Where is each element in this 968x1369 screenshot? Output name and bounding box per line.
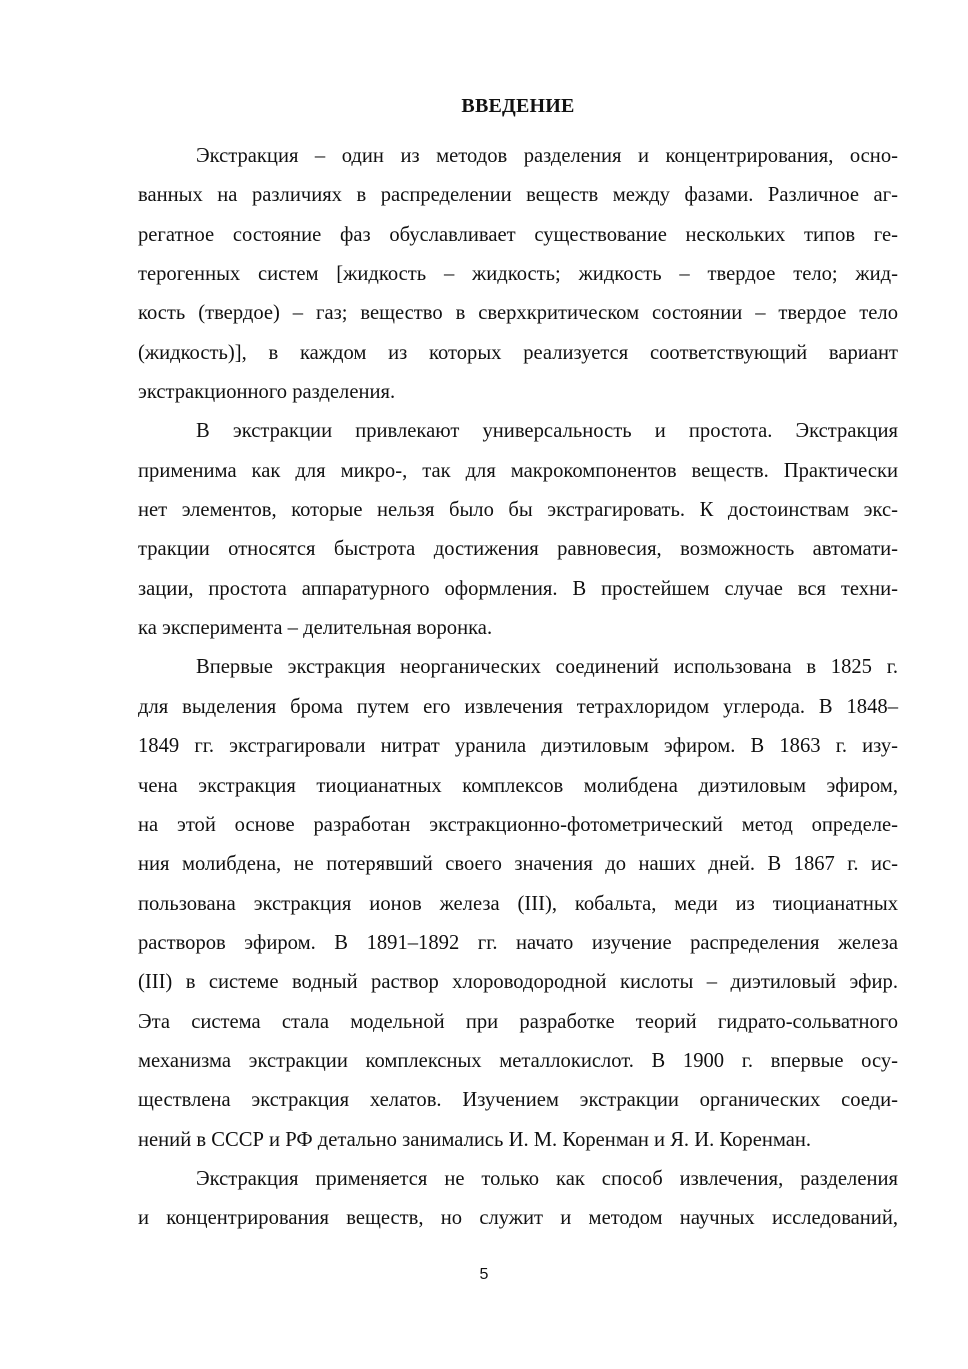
- paragraph-line: растворов эфиром. В 1891–1892 гг. начато изучение распределения железа: [138, 931, 898, 954]
- paragraph-line: Эта система стала модельной при разработке теорий гидрато-сольватного: [138, 1010, 898, 1033]
- paragraph-line: зации, простота аппаратурного оформления. В простейшем случае вся техни-: [138, 577, 898, 600]
- paragraph-line: и концентрирования веществ, но служит и методом научных исследований,: [138, 1207, 898, 1230]
- paragraph-line: 1849 гг. экстрагировали нитрат уранила диэтиловым эфиром. В 1863 г. изу-: [138, 735, 898, 758]
- paragraph-line: пользована экстракция ионов железа (III), кобальта, меди из тиоцианатных: [138, 892, 898, 915]
- paragraph-line: (III) в системе водный раствор хлороводородной кислоты – диэтиловый эфир.: [138, 971, 898, 994]
- paragraph-line: нений в СССР и РФ детально занимались И. М. Коренман и Я. И. Коренман.: [138, 1128, 812, 1151]
- paragraph-line: тракции относятся быстрота достижения равновесия, возможность автомати-: [138, 538, 898, 561]
- paragraph-line: Впервые экстракция неорганических соединений использована в 1825 г.: [196, 656, 898, 679]
- paragraph-line: применима как для микро-, так для макрокомпонентов веществ. Практически: [138, 459, 898, 482]
- paragraph-line: Экстракция – один из методов разделения и концентрирования, осно-: [196, 145, 898, 167]
- paragraph-line: ка эксперимента – делительная воронка.: [138, 617, 493, 640]
- page-title: ВВЕДЕНИЕ: [461, 95, 575, 117]
- paragraph-line: ществлена экстракция хелатов. Изучением экстракции органических соеди-: [138, 1089, 898, 1112]
- body-text: [138, 137, 898, 1239]
- paragraph-line: (жидкость)], в каждом из которых реализуется соответствующий вариант: [138, 341, 898, 364]
- paragraph-3: [138, 648, 898, 1159]
- paragraph-line: регатное состояние фаз обуславливает существование нескольких типов ге-: [138, 223, 898, 246]
- paragraph-1: [138, 137, 898, 412]
- paragraph-line: ванных на различиях в распределении веществ между фазами. Различное аг-: [138, 184, 898, 207]
- paragraph-4: [138, 1160, 898, 1239]
- paragraph-line: кость (твердое) – газ; вещество в сверхкритическом состоянии – твердое тело: [138, 302, 898, 325]
- page-number: 5: [479, 1266, 489, 1283]
- paragraph-line: на этой основе разработан экстракционно-фотометрический метод определе-: [138, 813, 898, 836]
- paragraph-2: [138, 412, 898, 648]
- paragraph-line: терогенных систем [жидкость – жидкость; жидкость – твердое тело; жид-: [138, 263, 898, 286]
- paragraph-line: нет элементов, которые нельзя было бы экстрагировать. К достоинствам экс-: [138, 499, 898, 522]
- paragraph-line: Экстракция применяется не только как способ извлечения, разделения: [196, 1167, 898, 1190]
- paragraph-line: механизма экстракции комплексных металлокислот. В 1900 г. впервые осу-: [138, 1049, 898, 1072]
- paragraph-line: В экстракции привлекают универсальность и простота. Экстракция: [196, 420, 898, 443]
- paragraph-line: ния молибдена, не потерявший своего значения до наших дней. В 1867 г. ис-: [138, 853, 898, 876]
- paragraph-line: чена экстракция тиоцианатных комплексов молибдена диэтиловым эфиром,: [138, 774, 898, 797]
- paragraph-line: для выделения брома путем его извлечения тетрахлоридом углерода. В 1848–: [138, 695, 898, 718]
- paragraph-line: экстракционного разделения.: [138, 381, 396, 404]
